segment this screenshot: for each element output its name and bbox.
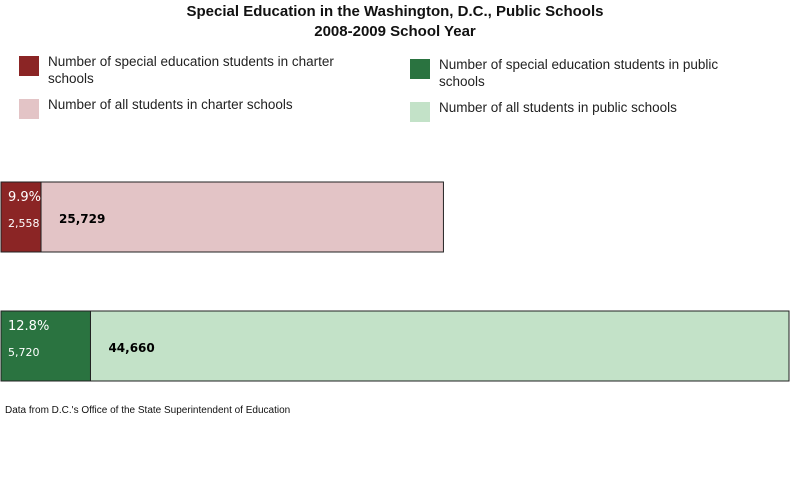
- all-students-count-label: 25,729: [59, 212, 106, 226]
- source-note: Data from D.C.'s Office of the State Superintendent of Education: [5, 405, 291, 416]
- chart-title: Special Education in the Washington, D.C., Public Schools: [186, 3, 604, 20]
- percent-label: 9.9%: [8, 190, 42, 205]
- chart-subtitle: 2008-2009 School Year: [314, 23, 476, 40]
- special-ed-count-label: 5,720: [8, 346, 40, 359]
- special-ed-count-label: 2,558: [8, 217, 40, 230]
- bar-all-students: [90, 311, 789, 381]
- legend-label: Number of all students in public schools: [439, 100, 677, 115]
- legend-label: Number of special education students in charter schools: [48, 54, 334, 86]
- all-students-count-label: 44,660: [108, 341, 155, 355]
- legend-label: Number of all students in charter schools: [48, 97, 293, 112]
- percent-label: 12.8%: [8, 319, 50, 334]
- legend-label: Number of special education students in public schools: [439, 57, 719, 89]
